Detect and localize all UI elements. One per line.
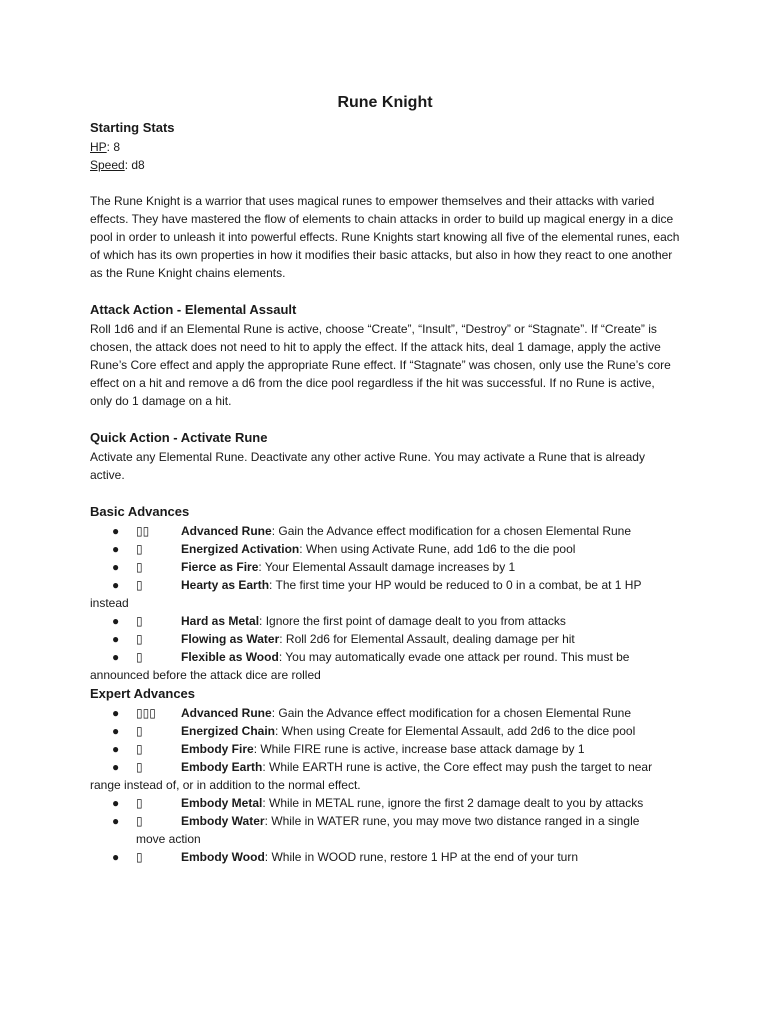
bullet-icon: ● xyxy=(112,560,120,574)
quick-action-text: Activate any Elemental Rune. Deactivate any other active Rune. You may activate a Rune that is already active. xyxy=(90,450,645,482)
bullet-icon: ● xyxy=(112,742,120,756)
advance-description: : The first time your HP would be reduced to 0 in a combat, be at 1 HP xyxy=(269,578,642,592)
checkbox-marks[interactable]: ▯ xyxy=(136,650,143,664)
advance-item xyxy=(90,794,680,812)
checkbox-marks[interactable]: ▯ xyxy=(136,724,143,738)
advance-description: : Your Elemental Assault damage increases by 1 xyxy=(258,560,516,574)
advance-name: Embody Wood xyxy=(181,850,265,864)
attack-action-heading: Attack Action - Elemental Assault xyxy=(90,302,297,317)
bullet-icon: ● xyxy=(112,524,120,538)
advance-continuation: move action xyxy=(136,832,201,846)
advance-description: : Ignore the first point of damage dealt to you from attacks xyxy=(259,614,566,628)
advance-item xyxy=(90,540,680,558)
checkbox-marks[interactable]: ▯ xyxy=(136,542,143,556)
checkbox-marks[interactable]: ▯ xyxy=(136,632,143,646)
advance-description: : Gain the Advance effect modification for a chosen Elemental Rune xyxy=(271,524,632,538)
advance-description: : While in METAL rune, ignore the first 2 damage dealt to you by attacks xyxy=(262,796,644,810)
advance-name: Advanced Rune xyxy=(181,524,272,538)
basic-advances-list xyxy=(90,522,680,684)
advance-name: Embody Fire xyxy=(181,742,254,756)
advance-item xyxy=(90,740,680,758)
intro-paragraph: The Rune Knight is a warrior that uses magical runes to empower themselves and their attacks with varied effects. They have mastered the flow of elements to chain attacks in order to build up magical energy in a dice pool in order to unleash it into powerful effects. Rune Knights start knowing all five of the elemental runes, each of which has its own properties in how it modifies their basic attacks, but also in how they react to one another as the Rune Knight chains elements. xyxy=(90,194,680,280)
checkbox-marks[interactable]: ▯ xyxy=(136,614,143,628)
advance-description: : Gain the Advance effect modification for a chosen Elemental Rune xyxy=(271,706,632,720)
bullet-icon: ● xyxy=(112,632,120,646)
advance-description: : While EARTH rune is active, the Core effect may push the target to near xyxy=(262,760,653,774)
document-page xyxy=(90,92,680,866)
checkbox-marks[interactable]: ▯ xyxy=(136,742,143,756)
advance-item xyxy=(90,812,680,830)
bullet-icon: ● xyxy=(112,850,120,864)
checkbox-marks[interactable]: ▯ xyxy=(136,560,143,574)
bullet-icon: ● xyxy=(112,814,120,828)
advance-name: Embody Water xyxy=(181,814,265,828)
bullet-icon: ● xyxy=(112,578,120,592)
checkbox-marks[interactable]: ▯▯ xyxy=(136,524,150,538)
starting-stats-heading: Starting Stats xyxy=(90,120,175,135)
basic-advances-heading: Basic Advances xyxy=(90,504,190,519)
advance-name: Embody Earth xyxy=(181,760,263,774)
advance-item xyxy=(90,612,680,630)
advance-item xyxy=(90,648,680,666)
advance-description: : When using Activate Rune, add 1d6 to the die pool xyxy=(299,542,576,556)
bullet-icon: ● xyxy=(112,796,120,810)
page-title: Rune Knight xyxy=(337,94,433,111)
advance-item xyxy=(90,758,680,776)
speed-label: Speed xyxy=(90,158,125,172)
bullet-icon: ● xyxy=(112,706,120,720)
advance-name: Embody Metal xyxy=(181,796,263,810)
bullet-icon: ● xyxy=(112,650,120,664)
checkbox-marks[interactable]: ▯ xyxy=(136,850,143,864)
advance-continuation: announced before the attack dice are rolled xyxy=(90,668,321,682)
bullet-icon: ● xyxy=(112,614,120,628)
hp-label: HP xyxy=(90,140,107,154)
advance-item xyxy=(90,848,680,866)
checkbox-marks[interactable]: ▯▯▯ xyxy=(136,706,156,720)
advance-description: : When using Create for Elemental Assault, add 2d6 to the dice pool xyxy=(275,724,636,738)
hp-stat xyxy=(90,138,680,156)
advance-name: Advanced Rune xyxy=(181,706,272,720)
quick-action-heading: Quick Action - Activate Rune xyxy=(90,430,268,445)
checkbox-marks[interactable]: ▯ xyxy=(136,814,143,828)
advance-item xyxy=(90,722,680,740)
expert-advances-list xyxy=(90,704,680,866)
bullet-icon: ● xyxy=(112,760,120,774)
advance-description: : While in WOOD rune, restore 1 HP at the end of your turn xyxy=(264,850,579,864)
speed-stat xyxy=(90,156,680,174)
bullet-icon: ● xyxy=(112,724,120,738)
advance-name: Fierce as Fire xyxy=(181,560,259,574)
attack-action-text: Roll 1d6 and if an Elemental Rune is active, choose “Create”, “Insult”, “Destroy” or “Stagnate”. If “Create” is chosen, the attack does not need to hit to apply the effect. If the attack hits, deal 1 damage, apply the active Rune’s Core effect and apply the appropriate Rune effect. If “Stagnate” was chosen, only use the Rune’s core effect on a hit and remove a d6 from the dice pool regardless if the hit was successful. If no Rune is active, only do 1 damage on a hit. xyxy=(90,322,671,408)
checkbox-marks[interactable]: ▯ xyxy=(136,796,143,810)
advance-name: Hard as Metal xyxy=(181,614,260,628)
advance-continuation: instead xyxy=(90,596,129,610)
advance-name: Energized Activation xyxy=(181,542,300,556)
speed-value: : d8 xyxy=(124,158,145,172)
advance-item xyxy=(90,522,680,540)
checkbox-marks[interactable]: ▯ xyxy=(136,578,143,592)
advance-name: Hearty as Earth xyxy=(181,578,270,592)
bullet-icon: ● xyxy=(112,542,120,556)
advance-name: Flowing as Water xyxy=(181,632,280,646)
advance-continuation: range instead of, or in addition to the normal effect. xyxy=(90,778,361,792)
advance-item xyxy=(90,704,680,722)
advance-name: Flexible as Wood xyxy=(181,650,279,664)
advance-item xyxy=(90,558,680,576)
advance-item xyxy=(90,630,680,648)
advance-name: Energized Chain xyxy=(181,724,276,738)
checkbox-marks[interactable]: ▯ xyxy=(136,760,143,774)
advance-description: : While in WATER rune, you may move two distance ranged in a single xyxy=(264,814,640,828)
advance-description: : You may automatically evade one attack per round. This must be xyxy=(278,650,630,664)
advance-item xyxy=(90,576,680,594)
advance-description: : While FIRE rune is active, increase base attack damage by 1 xyxy=(253,742,585,756)
advance-description: : Roll 2d6 for Elemental Assault, dealing damage per hit xyxy=(279,632,575,646)
hp-value: : 8 xyxy=(106,140,121,154)
expert-advances-heading: Expert Advances xyxy=(90,686,196,701)
